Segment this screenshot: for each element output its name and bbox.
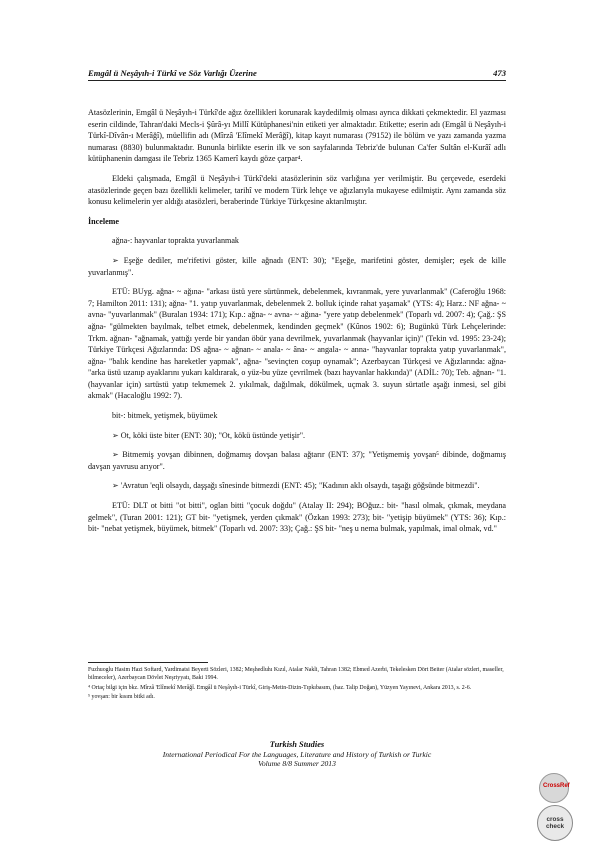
running-header (88, 68, 506, 81)
journal-name: Turkish Studies (269, 740, 325, 749)
page-number: 473 (493, 68, 506, 78)
footnote: ⁵ yovşan: bir kısım bitki adı. (88, 693, 155, 700)
page-content (88, 68, 506, 543)
entry-heading: ağna-: hayvanlar toprakta yuvarlanmak (112, 236, 239, 246)
section-heading: İnceleme (88, 216, 120, 226)
example-item: ➢ Eşeğe dediler, me'rifetivi göster, kille ağnadı (ENT: 30); "Eşeğe, marifetini göster, demişler; eşek de kille yuvarlanmış". (88, 255, 506, 277)
crossref-logo-icon[interactable]: CrossRef (539, 773, 569, 803)
journal-footer (88, 740, 506, 769)
etymology-paragraph: ETÜ: DLT ot bitti "ot bitti", oglan bitti "çocuk doğdu" (Atalay II: 294); BOğuz.: bit- "hasıl olmak, çıkmak, meydana gelmek", (Turan 2001: 121); GT bit- "yetişmek, yerden çıkmak" (Özkan 1993: 273); bit- "yetişip büyümek" (YTS: 36); Kıp.: bit- "nebat yetişmek, büyümek, bitmek" (Toparlı vd. 2007: 33); Çağ.: ŞS bit- "neş u nema bulmak, yapılmak, imal olmak, vd." (88, 501, 506, 534)
footnote: ⁴ Ortaç bilgi için bkz. Mîrzâ 'Elîmekî Merâğî. Emgâl ü Neşâyıh-i Türkî, Giriş-Metin-Dizin-Tıpkıbasım, (haz. Talip Doğan), Yüzyen Yayınevi, Ankara 2013, s. 2-6. (88, 684, 472, 691)
journal-subtitle: International Periodical For the Languages, Literature and History of Turkish or Turkic (162, 749, 432, 759)
journal-volume: Volume 8/8 Summer 2013 (258, 759, 336, 769)
body-text (88, 107, 506, 535)
footnote-rule (88, 662, 208, 663)
paragraph: Eldeki çalışmada, Emgâl ü Neşâyıh-i Türkî'deki atasözlerinin söz varlığına yer verilmiştir. Bu çerçevede, eserdeki atasözlerinde geçen bazı özellikli kelimeler, tarihî ve modern Türk lehçe ve ağızlarıyla mukayese edilmiştir. Aynı zamanda söz konusu kelimelerin yer aldığı atasözleri, beraberinde Türkiye Türkçesine aktarılmıştır. (88, 173, 506, 207)
example-item: ➢ Ot, köki üste biter (ENT: 30); "Ot, kökü üstünde yetişir". (112, 430, 306, 440)
example-item: ➢ 'Avratun 'eqli olsaydı, daşşağı sînesinde bitmezdi (ENT: 45); "Kadının aklı olsaydı, taşağı göğsünde bitmezdi". (112, 481, 480, 491)
crosscheck-badge[interactable] (533, 773, 575, 843)
footnotes (88, 662, 506, 702)
header-title: Emgâl ü Neşâyıh-i Türkî ve Söz Varlığı Üzerine (88, 68, 257, 78)
etymology-paragraph: ETÜ: BUyg. ağna- ~ ağına- "arkası üstü yere sürtünmek, debelenmek, kıvranmak, yere yuvarlanmak" (Caferoğlu 1968: 7; Hamilton 2011: 131); ağna- "1. yatıp yuvarlanmak, debelenmek 2. bolluk içinde rahat yaşamak" (YTS: 4); Harz.: NF ağna- ~ avna- "yuvarlanmak" (Buralan 1934: 171); Kıp.: ağna- ~ avna- ~ ağına- "yere yatıp debelenmek" (Toparlı vd. 2007: 4); Çağ.: ŞS ağna- "gülmekten bayılmak, telbet etmek, debelenmek, kendinden geçmek" (Kûnos 1902: 6); Bugünkü Türk Lehçelerinde: Trkm. ağnan- "ağnamak, yattığı yerde bir yandan öbür yana devrilmek, yuvarlanmak (hayvanlar için)" (Tekin vd. 1995: 23-24); Türkiye Türkçesi Ağızlarında: DS ağna- ~ ağnan- ~ anala- ~ âna- ~ angala- ~ anna- "hayvanlar toprakta yatıp yuvarlanmak", ağna- "balık kendine has hareketler yapmak", ağna- "sevinçten coşup oynamak"; Azerbaycan Türkçesi ve Ağızlarında: ağna- "arka üstü uzanıp ayaklarını yukarı kaldırarak, o yüz-bu yüze çevrilmek (bazı hayvanlar hakkında)" (ADİL: 70); Teb. ağnan- "1. (hayvanlar için) sırtüstü yatıp tekmemek 2. yıkılmak, dağılmak, dökülmek, uçmak 3. suyun sürtatle aşağı inmesi, sel gibi akmak" (Hacaloğlu 1992: 7). (88, 287, 506, 401)
entry-heading: bit-: bitmek, yetişmek, büyümek (112, 411, 218, 421)
crosscheck-logo-icon[interactable]: cross check (537, 805, 573, 841)
example-item: ➢ Bitmemiş yovşan dibinnen, doğmamış dovşan balası ağtarır (ENT: 37); "Yetişmemiş yovşan⁵ dibinde, doğmamış davşan yavrusu arıyor". (88, 450, 506, 471)
footnote: Fuzhuoglu Hasim Hazi Softard, Yardimatsi Beyerti Sözleri, 1382; Meşhedluhı Kızıl, Atalar Nakli, Tahran 1382; Ebmed Azerbi, Tekelesken Dört Beiter (Atalar sözleri, maseller, bilmeceler), Azerbaycan Dövlet Neşriyyatı, Baki 1994. (88, 667, 504, 682)
paragraph: Atasözlerinin, Emgâl ü Neşâyıh-i Türkî'de ağız özellikleri korunarak kaydedilmiş olması ayrıca dikkati çekmektedir. El yazması eserin cildinde, Tahran'daki Mecls-i Şûrâ-yı Millî Kütüphanesi'nin etiketi yer almaktadır. Etikette; eserin adı (Emgâl ü Neşâyıh-i Türkî-Dîvân-ı Merâğî), müellifin adı (Mîrzâ 'Elîmekî Merâğî), kitap kayıt numarası (79152) ile bölüm ve yazı zamanda yazma numarası (8830) bulunmaktadır. Bununla birlikte eserin ilk ve son sayfalarında Tebriz'de bulunan Ca'fer Sultân el-Kurâî adlı kütüphanenin damgası ile Tebriz 1365 Kamerî kaydı göze çarpar⁴. (88, 108, 506, 164)
